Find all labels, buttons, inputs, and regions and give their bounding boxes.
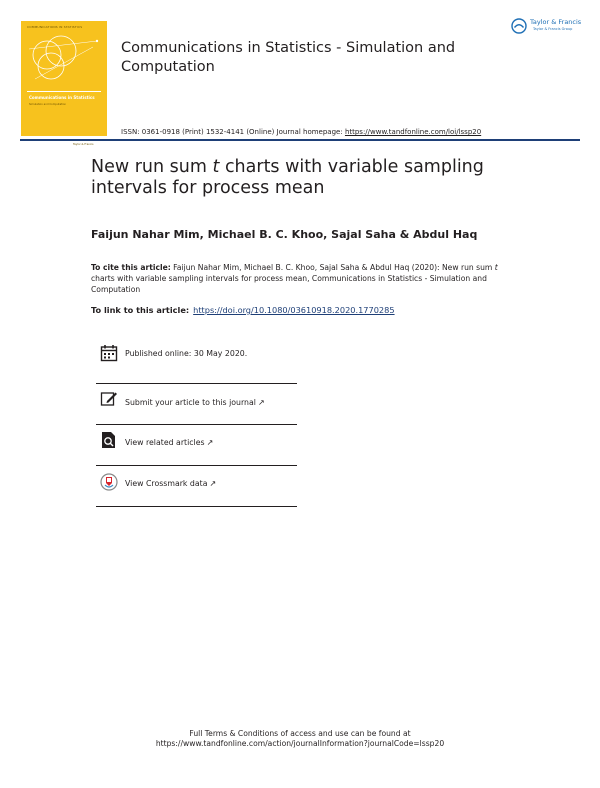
published-online-text: Published online: 30 May 2020. [125,349,248,358]
article-authors: Faijun Nahar Mim, Michael B. C. Khoo, Sajal Saha & Abdul Haq [91,228,478,241]
article-title-italic: t [212,157,220,177]
meta-divider [96,383,297,384]
related-articles-item[interactable] [96,426,297,466]
publisher-logo-line2: Taylor & Francis Group [533,27,573,31]
journal-title: Communications in Statistics - Simulation and Computation [121,40,456,75]
meta-divider [96,465,297,466]
cover-subtitle: Simulation and Computation [29,103,67,106]
article-link-row [91,305,395,315]
article-title-suffix: charts with variable sampling intervals for process mean [91,157,484,198]
publisher-logo-icon [511,18,527,34]
related-articles-link[interactable] [125,438,213,447]
journal-cover-image [21,21,107,146]
calendar-icon [100,344,118,362]
header-divider [20,139,580,141]
meta-divider [96,424,297,425]
citation-text-before: Faijun Nahar Mim, Michael B. C. Khoo, Sajal Saha & Abdul Haq (2020): New run sum [170,263,495,272]
external-link-icon: ↗ [257,398,265,407]
crossmark-item[interactable] [96,467,297,507]
external-link-icon: ↗ [209,479,217,488]
submit-article-text: Submit your article to this journal [125,398,256,407]
citation-block [91,262,511,295]
meta-divider [96,506,297,507]
publisher-logo[interactable] [511,16,583,38]
issn-line [121,128,481,136]
edit-icon [100,390,118,408]
crossmark-link[interactable] [125,479,216,488]
cover-topline: COMMUNICATIONS IN STATISTICS [27,25,83,29]
issn-text: ISSN: 0361-0918 (Print) 1532-4141 (Online) Journal homepage: [121,128,345,136]
submit-article-item[interactable] [96,385,297,425]
cover-publisher-mark: Taylor & Francis [73,143,94,146]
article-doi-link[interactable]: https://doi.org/10.1080/03610918.2020.1770285 [193,305,395,315]
citation-text-italic: t [494,263,498,272]
citation-text-after: charts with variable sampling intervals for process mean, Communications in Statistics - Simulation and Computation [91,274,487,294]
submit-article-link[interactable] [125,398,265,407]
crossmark-icon [100,473,118,491]
search-document-icon [100,431,118,449]
crossmark-text: View Crossmark data [125,479,208,488]
publisher-logo-line1: Taylor & Francis [530,18,582,26]
footer [0,729,600,749]
article-title-prefix: New run sum [91,157,213,177]
cover-title: Communications in Statistics [29,95,95,100]
published-online-item [96,344,297,384]
footer-line1: Full Terms & Conditions of access and use can be found at [189,729,411,738]
citation-label: To cite this article: [91,263,171,272]
footer-terms-link[interactable]: https://www.tandfonline.com/action/journalInformation?journalCode=lssp20 [155,739,445,748]
article-link-label: To link to this article: [91,305,190,315]
related-articles-text: View related articles [125,438,205,447]
journal-homepage-link[interactable]: https://www.tandfonline.com/loi/lssp20 [344,128,482,136]
article-title [91,157,511,199]
external-link-icon: ↗ [206,438,214,447]
cover-graphic [21,21,107,136]
